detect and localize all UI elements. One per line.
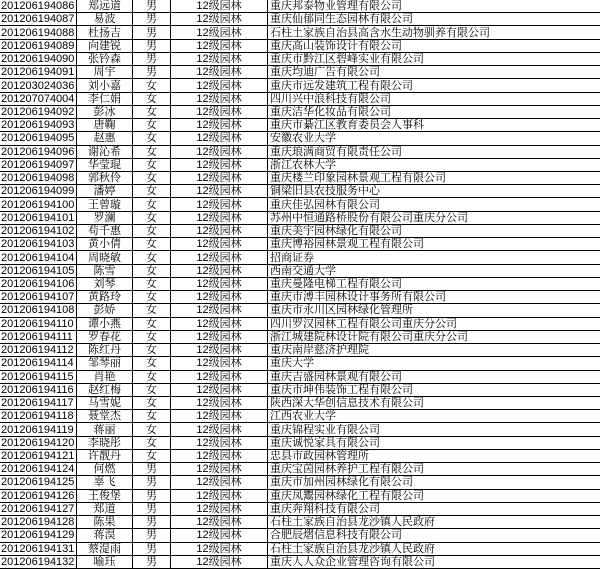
name-cell[interactable]: 陈红丹: [77, 344, 133, 356]
company-cell[interactable]: 重庆市远发建筑工程有限公司: [270, 79, 413, 92]
name-cell[interactable]: 王俊堡: [77, 490, 133, 502]
student-id-cell[interactable]: 201206194097: [0, 159, 77, 171]
gender-cell[interactable]: 女: [133, 172, 171, 184]
class-cell[interactable]: 12级园林: [171, 410, 268, 422]
company-cell[interactable]: 重庆凤鬻园林绿化工程有限公司: [270, 489, 424, 502]
name-cell[interactable]: 谢沁希: [77, 146, 133, 158]
company-cell[interactable]: 浙江农林大学: [270, 158, 336, 171]
gender-cell[interactable]: 男: [133, 503, 171, 515]
gender-cell[interactable]: 女: [133, 331, 171, 343]
company-cell[interactable]: 重庆美宇园林绿化有限公司: [270, 225, 402, 238]
company-cell[interactable]: 江西农业大学: [270, 410, 336, 423]
class-cell[interactable]: 12级园林: [171, 93, 268, 105]
table-row: [0, 132, 600, 145]
class-cell[interactable]: 12级园林: [171, 251, 268, 263]
company-cell[interactable]: 四川兴中浪科技有限公司: [270, 92, 391, 105]
table-row: [0, 529, 600, 542]
class-cell[interactable]: 12级园林: [171, 198, 268, 210]
student-id-cell[interactable]: 201206194110: [0, 318, 77, 330]
table-row: [0, 198, 600, 211]
table-row: [0, 556, 600, 569]
student-id-cell[interactable]: 201206194131: [0, 543, 77, 555]
company-cell[interactable]: 重庆市綦江区教育委员会人事科: [270, 119, 424, 132]
student-id-cell[interactable]: 201206194124: [0, 463, 77, 475]
company-cell[interactable]: 安徽农业大学: [270, 132, 336, 145]
name-cell[interactable]: 周晓敏: [77, 251, 133, 263]
class-cell[interactable]: 12级园林: [171, 516, 268, 528]
table-row: [0, 278, 600, 291]
student-id-cell[interactable]: 201206194114: [0, 357, 77, 369]
company-cell[interactable]: 重庆吉盛园林景观有限公司: [270, 370, 402, 383]
name-cell[interactable]: 喻珏: [77, 556, 133, 568]
student-id-cell[interactable]: 201206194129: [0, 529, 77, 541]
gender-cell[interactable]: 女: [133, 93, 171, 105]
company-cell[interactable]: 重庆琅满商贸有限责任公司: [270, 145, 402, 158]
company-cell[interactable]: 重庆均迪广告有限公司: [270, 66, 380, 79]
class-cell[interactable]: 12级园林: [171, 397, 268, 409]
student-id-cell[interactable]: 201206194108: [0, 304, 77, 316]
gender-cell[interactable]: 女: [133, 238, 171, 250]
gender-cell[interactable]: 女: [133, 198, 171, 210]
table-row: [0, 172, 600, 185]
company-cell[interactable]: 忠县市政园林管理所: [270, 450, 369, 463]
student-id-cell[interactable]: 201206194117: [0, 397, 77, 409]
class-cell[interactable]: 12级园林: [171, 503, 268, 515]
company-cell[interactable]: 招商证券: [270, 251, 314, 264]
class-cell[interactable]: 12级园林: [171, 384, 268, 396]
student-id-cell[interactable]: 201206194132: [0, 556, 77, 568]
class-cell[interactable]: 12级园林: [171, 304, 268, 316]
class-cell[interactable]: 12级园林: [171, 185, 268, 197]
table-row: [0, 344, 600, 357]
student-id-cell[interactable]: 201206194106: [0, 278, 77, 290]
name-cell[interactable]: 张钤森: [77, 53, 133, 65]
name-cell[interactable]: 李晓彤: [77, 437, 133, 449]
class-cell[interactable]: 12级园林: [171, 53, 268, 65]
name-cell[interactable]: 易波: [77, 13, 133, 25]
name-cell[interactable]: 罗春花: [77, 331, 133, 343]
student-id-cell[interactable]: 201206194103: [0, 238, 77, 250]
gender-cell[interactable]: 女: [133, 304, 171, 316]
gender-cell[interactable]: 男: [133, 543, 171, 555]
company-cell[interactable]: 西南交通大学: [270, 264, 336, 277]
company-cell[interactable]: 石柱土家族自治县龙沙镇人民政府: [270, 542, 435, 555]
company-cell[interactable]: 石柱土家族自治县高含水生动物驯养有限公司: [270, 26, 490, 39]
gender-cell[interactable]: 女: [133, 225, 171, 237]
gender-cell[interactable]: 女: [133, 344, 171, 356]
company-cell[interactable]: 重庆市加州园林绿化有限公司: [270, 476, 413, 489]
table-row: [0, 384, 600, 397]
table-row: [0, 106, 600, 119]
company-cell[interactable]: 重庆佳弘园林有限公司: [270, 198, 380, 211]
gender-cell[interactable]: 女: [133, 265, 171, 277]
student-id-cell[interactable]: 201206194128: [0, 516, 77, 528]
table-row: [0, 476, 600, 489]
student-id-cell[interactable]: 201206194090: [0, 53, 77, 65]
name-cell[interactable]: 潘婷: [77, 185, 133, 197]
table-row: [0, 251, 600, 264]
company-cell[interactable]: 重庆曼隆电梯工程有限公司: [270, 277, 402, 290]
student-id-cell[interactable]: 201206194096: [0, 146, 77, 158]
student-id-cell[interactable]: 201206194125: [0, 476, 77, 488]
company-cell[interactable]: 重庆南岸慈济护理院: [270, 344, 369, 357]
gender-cell[interactable]: 女: [133, 185, 171, 197]
table-row: [0, 423, 600, 436]
table-row: [0, 357, 600, 370]
gender-cell[interactable]: 女: [133, 357, 171, 369]
table-row: [0, 543, 600, 556]
student-id-cell[interactable]: 201206194092: [0, 106, 77, 118]
name-cell[interactable]: 陈雪: [77, 265, 133, 277]
table-row: [0, 212, 600, 225]
table-row: [0, 146, 600, 159]
name-cell[interactable]: 王曾璇: [77, 198, 133, 210]
class-cell[interactable]: 12级园林: [171, 119, 268, 131]
class-cell[interactable]: 12级园林: [171, 423, 268, 435]
name-cell[interactable]: 黄路玲: [77, 291, 133, 303]
name-cell[interactable]: 郑道: [77, 503, 133, 515]
student-id-cell[interactable]: 201206194089: [0, 40, 77, 52]
gender-cell[interactable]: 男: [133, 13, 171, 25]
class-cell[interactable]: 12级园林: [171, 40, 268, 52]
name-cell[interactable]: 许靓丹: [77, 450, 133, 462]
gender-cell[interactable]: 男: [133, 0, 171, 12]
company-cell[interactable]: 重庆市永川区园林绿化管理所: [270, 304, 413, 317]
name-cell[interactable]: 罗澜: [77, 212, 133, 224]
gender-cell[interactable]: 男: [133, 26, 171, 38]
table-row: [0, 516, 600, 529]
name-cell[interactable]: 黄小倩: [77, 238, 133, 250]
class-cell[interactable]: 12级园林: [171, 13, 268, 25]
gender-cell[interactable]: 女: [133, 397, 171, 409]
table-row: [0, 40, 600, 53]
name-cell[interactable]: 肖艳: [77, 371, 133, 383]
class-cell[interactable]: 12级园林: [171, 0, 268, 12]
table-row: [0, 503, 600, 516]
student-id-cell[interactable]: 201206194093: [0, 119, 77, 131]
class-cell[interactable]: 12级园林: [171, 490, 268, 502]
class-cell[interactable]: 12级园林: [171, 318, 268, 330]
class-cell[interactable]: 12级园林: [171, 26, 268, 38]
company-cell[interactable]: 重庆仙郁同生态园林有限公司: [270, 13, 413, 26]
company-cell[interactable]: 重庆高山装饰设计有限公司: [270, 39, 402, 52]
table-row: [0, 93, 600, 106]
table-row: [0, 225, 600, 238]
table-row: [0, 159, 600, 172]
table-row: [0, 238, 600, 251]
student-id-cell[interactable]: 201206194127: [0, 503, 77, 515]
table-row: [0, 265, 600, 278]
class-cell[interactable]: 12级园林: [171, 172, 268, 184]
table-row: [0, 26, 600, 39]
class-cell[interactable]: 12级园林: [171, 463, 268, 475]
company-cell[interactable]: 四川罗汉园林工程有限公司重庆分公司: [270, 317, 457, 330]
name-cell[interactable]: 赵惠: [77, 132, 133, 144]
company-cell[interactable]: 重庆楼兰印象园林景观工程有限公司: [270, 172, 446, 185]
class-cell[interactable]: 12级园林: [171, 371, 268, 383]
company-cell[interactable]: 陕西深大华创信息技术有限公司: [270, 397, 424, 410]
gender-cell[interactable]: 男: [133, 463, 171, 475]
student-id-cell[interactable]: 201206194126: [0, 490, 77, 502]
student-id-cell[interactable]: 201206194119: [0, 423, 77, 435]
table-row: [0, 331, 600, 344]
student-id-cell[interactable]: 201206194115: [0, 371, 77, 383]
company-cell[interactable]: 重庆奔翔科技有限公司: [270, 502, 380, 515]
student-id-cell[interactable]: 201206194087: [0, 13, 77, 25]
table-row: [0, 463, 600, 476]
company-cell[interactable]: 重庆大学: [270, 357, 314, 370]
student-id-cell[interactable]: 201206194095: [0, 132, 77, 144]
name-cell[interactable]: 苟千惠: [77, 225, 133, 237]
student-id-cell[interactable]: 201206194104: [0, 251, 77, 263]
gender-cell[interactable]: 女: [133, 278, 171, 290]
gender-cell[interactable]: 女: [133, 318, 171, 330]
class-cell[interactable]: 12级园林: [171, 159, 268, 171]
name-cell[interactable]: 郑远道: [77, 0, 133, 12]
table-row: [0, 79, 600, 92]
class-cell[interactable]: 12级园林: [171, 344, 268, 356]
gender-cell[interactable]: 男: [133, 476, 171, 488]
name-cell[interactable]: 赵红梅: [77, 384, 133, 396]
student-id-cell[interactable]: 201206194107: [0, 291, 77, 303]
gender-cell[interactable]: 女: [133, 437, 171, 449]
name-cell[interactable]: 蔡湜雨: [77, 543, 133, 555]
name-cell[interactable]: 何燃: [77, 463, 133, 475]
name-cell[interactable]: 聂堂杰: [77, 410, 133, 422]
company-cell[interactable]: 重庆博裕园林景观工程有限公司: [270, 238, 424, 251]
student-id-cell[interactable]: 201206194121: [0, 450, 77, 462]
name-cell[interactable]: 李仁娟: [77, 93, 133, 105]
table-row: [0, 185, 600, 198]
gender-cell[interactable]: 女: [133, 119, 171, 131]
name-cell[interactable]: 邹琴丽: [77, 357, 133, 369]
class-cell[interactable]: 12级园林: [171, 278, 268, 290]
table-row: [0, 397, 600, 410]
student-id-cell[interactable]: 201206194111: [0, 331, 77, 343]
company-cell[interactable]: 重庆宝茵园林养护工程有限公司: [270, 463, 424, 476]
class-cell[interactable]: 12级园林: [171, 556, 268, 568]
name-cell[interactable]: 彭冰: [77, 106, 133, 118]
name-cell[interactable]: 马雪妮: [77, 397, 133, 409]
company-cell[interactable]: 重庆市黔江区碧峰实业有限公司: [270, 53, 424, 66]
student-id-cell[interactable]: 201206194091: [0, 66, 77, 78]
table-row: [0, 291, 600, 304]
name-cell[interactable]: 彭娇: [77, 304, 133, 316]
table-row: [0, 53, 600, 66]
gender-cell[interactable]: 女: [133, 159, 171, 171]
gender-cell[interactable]: 男: [133, 529, 171, 541]
company-cell[interactable]: 浙江城建院林设计院有限公司重庆分公司: [270, 330, 468, 343]
name-cell[interactable]: 郭秋伶: [77, 172, 133, 184]
class-cell[interactable]: 12级园林: [171, 212, 268, 224]
gender-cell[interactable]: 女: [133, 291, 171, 303]
company-cell[interactable]: 重庆市坤伟装饰工程有限公司: [270, 383, 413, 396]
student-id-cell[interactable]: 201206194116: [0, 384, 77, 396]
gender-cell[interactable]: 女: [133, 146, 171, 158]
gender-cell[interactable]: 女: [133, 371, 171, 383]
class-cell[interactable]: 12级园林: [171, 437, 268, 449]
gender-cell[interactable]: 男: [133, 53, 171, 65]
student-id-cell[interactable]: 201206194112: [0, 344, 77, 356]
class-cell[interactable]: 12级园林: [171, 79, 268, 91]
name-cell[interactable]: 周宇: [77, 66, 133, 78]
student-id-cell[interactable]: 201206194101: [0, 212, 77, 224]
class-cell[interactable]: 12级园林: [171, 450, 268, 462]
company-cell[interactable]: 铜梁旧县农技服务中心: [270, 185, 380, 198]
name-cell[interactable]: 刘小嘉: [77, 79, 133, 91]
company-cell[interactable]: 重庆人人众企业管理咨询有限公司: [270, 555, 435, 568]
gender-cell[interactable]: 男: [133, 66, 171, 78]
class-cell[interactable]: 12级园林: [171, 291, 268, 303]
student-id-cell[interactable]: 201206194102: [0, 225, 77, 237]
gender-cell[interactable]: 女: [133, 251, 171, 263]
gender-cell[interactable]: 女: [133, 450, 171, 462]
student-id-cell[interactable]: 201206194100: [0, 198, 77, 210]
class-cell[interactable]: 12级园林: [171, 146, 268, 158]
name-cell[interactable]: 蒋淏: [77, 529, 133, 541]
gender-cell[interactable]: 女: [133, 384, 171, 396]
gender-cell[interactable]: 男: [133, 490, 171, 502]
company-cell[interactable]: 合肥辰熠信息科技有限公司: [270, 529, 402, 542]
gender-cell[interactable]: 女: [133, 410, 171, 422]
name-cell[interactable]: 陈果: [77, 516, 133, 528]
class-cell[interactable]: 12级园林: [171, 238, 268, 250]
class-cell[interactable]: 12级园林: [171, 66, 268, 78]
table-row: [0, 371, 600, 384]
class-cell[interactable]: 12级园林: [171, 106, 268, 118]
company-cell[interactable]: 石柱土家族自治县龙沙镇人民政府: [270, 516, 435, 529]
name-cell[interactable]: 刘琴: [77, 278, 133, 290]
gender-cell[interactable]: 男: [133, 516, 171, 528]
table-row: [0, 318, 600, 331]
company-cell[interactable]: 重庆锦程实业有限公司: [270, 423, 380, 436]
student-id-cell[interactable]: 201206194099: [0, 185, 77, 197]
class-cell[interactable]: 12级园林: [171, 225, 268, 237]
student-id-cell[interactable]: 201206194120: [0, 437, 77, 449]
name-cell[interactable]: 辜飞: [77, 476, 133, 488]
class-cell[interactable]: 12级园林: [171, 132, 268, 144]
student-id-cell[interactable]: 201206194098: [0, 172, 77, 184]
name-cell[interactable]: 向建锐: [77, 40, 133, 52]
table-row: [0, 0, 600, 13]
company-cell[interactable]: 重庆邦泰物业管理有限公司: [270, 0, 402, 13]
class-cell[interactable]: 12级园林: [171, 357, 268, 369]
gender-cell[interactable]: 男: [133, 556, 171, 568]
name-cell[interactable]: 蒋丽: [77, 423, 133, 435]
table-row: [0, 450, 600, 463]
table-row: [0, 13, 600, 26]
student-id-cell[interactable]: 201206194118: [0, 410, 77, 422]
company-cell[interactable]: 重庆市溥丰园林设计事务所有限公司: [270, 291, 446, 304]
name-cell[interactable]: 华莹琨: [77, 159, 133, 171]
class-cell[interactable]: 12级园林: [171, 476, 268, 488]
student-id-cell[interactable]: 201206194105: [0, 265, 77, 277]
class-cell[interactable]: 12级园林: [171, 543, 268, 555]
name-cell[interactable]: 杜扬吉: [77, 26, 133, 38]
table-row: [0, 437, 600, 450]
name-cell[interactable]: 唐鞠: [77, 119, 133, 131]
gender-cell[interactable]: 女: [133, 132, 171, 144]
student-id-cell[interactable]: 201206194088: [0, 26, 77, 38]
student-id-cell[interactable]: 201207074004: [0, 93, 77, 105]
gender-cell[interactable]: 女: [133, 79, 171, 91]
student-id-cell[interactable]: 201203024036: [0, 79, 77, 91]
gender-cell[interactable]: 女: [133, 423, 171, 435]
class-cell[interactable]: 12级园林: [171, 265, 268, 277]
table-row: [0, 490, 600, 503]
table-row: [0, 304, 600, 317]
company-cell[interactable]: 重庆洁华化妆品有限公司: [270, 105, 391, 118]
table-row: [0, 66, 600, 79]
company-cell[interactable]: 苏州中恒通路桥股份有限公司重庆分公司: [270, 211, 468, 224]
name-cell[interactable]: 谭小燕: [77, 318, 133, 330]
table-row: [0, 410, 600, 423]
table-row: [0, 119, 600, 132]
company-cell[interactable]: 重庆诚悦家具有限公司: [270, 436, 380, 449]
gender-cell[interactable]: 女: [133, 106, 171, 118]
gender-cell[interactable]: 女: [133, 212, 171, 224]
class-cell[interactable]: 12级园林: [171, 331, 268, 343]
student-id-cell[interactable]: 201206194086: [0, 0, 77, 12]
class-cell[interactable]: 12级园林: [171, 529, 268, 541]
gender-cell[interactable]: 男: [133, 40, 171, 52]
